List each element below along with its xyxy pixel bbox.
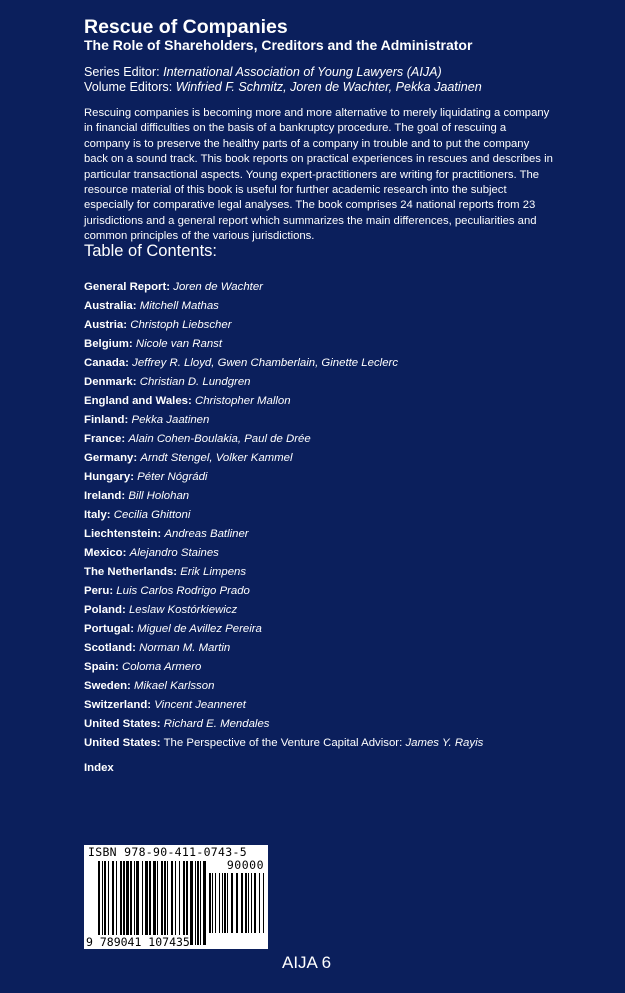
toc-authors: Richard E. Mendales	[163, 718, 270, 730]
barcode-bar	[136, 861, 139, 945]
barcode-bar	[134, 861, 135, 945]
barcode-bar	[224, 873, 226, 933]
barcode-bar	[120, 861, 122, 945]
toc-item	[84, 507, 483, 526]
toc-item	[84, 735, 483, 754]
toc-country: Portugal:	[84, 623, 134, 635]
toc-item	[84, 621, 483, 640]
toc-item	[84, 450, 483, 469]
toc-item	[84, 678, 483, 697]
barcode-bar	[149, 861, 151, 945]
volume-editors	[84, 80, 482, 94]
book-title: Rescue of Companies	[84, 16, 288, 38]
toc-country: Scotland:	[84, 642, 136, 654]
toc-authors: Christoph Liebscher	[130, 319, 232, 331]
toc-item	[84, 526, 483, 545]
toc-country: Switzerland:	[84, 699, 152, 711]
series-editor-value: International Association of Young Lawyers (AIJA)	[163, 65, 442, 79]
toc-authors: James Y. Rayis	[405, 737, 484, 749]
toc-country: Peru:	[84, 585, 114, 597]
toc-authors: Joren de Wachter	[173, 281, 263, 293]
toc-authors: Cecilia Ghittoni	[113, 509, 191, 521]
series-editor	[84, 65, 442, 79]
toc-authors: Coloma Armero	[121, 661, 202, 673]
toc-authors: Miguel de Avillez Pereira	[137, 623, 262, 635]
barcode-bar	[259, 873, 260, 933]
toc-authors: Nicole van Ranst	[135, 338, 223, 350]
barcode-bar	[183, 861, 185, 945]
toc-country: Sweden:	[84, 680, 131, 692]
toc-item	[84, 393, 483, 412]
toc-item	[84, 488, 483, 507]
barcode-bar	[251, 873, 252, 933]
isbn-barcode	[84, 845, 268, 949]
toc-item	[84, 374, 483, 393]
barcode-bar	[116, 861, 117, 945]
toc-country: Poland:	[84, 604, 126, 616]
barcode-bar	[215, 873, 216, 933]
barcode-bar	[167, 861, 168, 945]
toc-item	[84, 545, 483, 564]
toc-authors: Pekka Jaatinen	[131, 414, 210, 426]
toc-country: Italy:	[84, 509, 111, 521]
toc-country: United States:	[84, 737, 161, 749]
barcode-bar	[227, 873, 228, 933]
toc-authors: Norman M. Martin	[139, 642, 231, 654]
toc-item	[84, 564, 483, 583]
barcode-bar	[197, 861, 199, 945]
barcode-bar	[108, 861, 109, 945]
toc-authors: Erik Limpens	[180, 566, 247, 578]
barcode-bar	[190, 861, 193, 945]
toc-country: Belgium:	[84, 338, 133, 350]
barcode-bar	[186, 861, 188, 945]
toc-item	[84, 279, 483, 298]
barcode-bar	[231, 873, 233, 933]
barcode-addon: 90000	[226, 858, 264, 872]
toc-heading: Table of Contents:	[84, 242, 217, 260]
toc-item	[84, 431, 483, 450]
toc-country: Denmark:	[84, 376, 137, 388]
toc-country: Mexico:	[84, 547, 127, 559]
barcode-bar	[123, 861, 125, 945]
toc-country: France:	[84, 433, 126, 445]
barcode-bar	[245, 873, 247, 933]
toc-authors: Mitchell Mathas	[139, 300, 219, 312]
series-editor-label: Series Editor:	[84, 65, 164, 79]
toc-extra: The Perspective of the Venture Capital Advisor:	[163, 737, 406, 749]
toc-authors: Mikael Karlsson	[134, 680, 215, 692]
barcode-bar	[171, 861, 173, 945]
toc-item	[84, 659, 483, 678]
toc-item	[84, 298, 483, 317]
toc-item	[84, 697, 483, 716]
barcode-bar	[112, 861, 114, 945]
toc-item	[84, 412, 483, 431]
toc-item	[84, 602, 483, 621]
series-mark: AIJA 6	[282, 953, 332, 972]
barcode-bar	[164, 861, 166, 945]
toc-item	[84, 317, 483, 336]
toc-country: Hungary:	[84, 471, 134, 483]
toc-item	[84, 583, 483, 602]
toc-authors: Arndt Stengel, Volker Kammel	[140, 452, 293, 464]
toc-country: Australia:	[84, 300, 137, 312]
toc-country: Spain:	[84, 661, 119, 673]
barcode-bar	[145, 861, 148, 945]
barcode-bar	[195, 861, 196, 945]
toc-authors: Christian D. Lundgren	[139, 376, 251, 388]
ean-number: 9 789041 107435	[86, 935, 190, 949]
barcode-bar	[248, 873, 249, 933]
barcode-bar	[209, 873, 211, 933]
barcode-bar	[179, 861, 180, 945]
toc-country: The Netherlands:	[84, 566, 178, 578]
toc-country: General Report:	[84, 281, 171, 293]
toc-index: Index	[84, 762, 114, 774]
barcode-bar	[98, 861, 100, 945]
barcode-bar	[142, 861, 143, 945]
toc-item	[84, 469, 483, 488]
toc-authors: Luis Carlos Rodrigo Prado	[116, 585, 250, 597]
barcode-bar	[222, 873, 223, 933]
toc-authors: Alain Cohen-Boulakia, Paul de Drée	[128, 433, 311, 445]
toc-authors: Leslaw Kostórkiewicz	[128, 604, 238, 616]
toc-item	[84, 355, 483, 374]
toc-country: Canada:	[84, 357, 129, 369]
book-description: Rescuing companies is becoming more and more alternative to merely liquidating a company in financial difficulties on the basis of a bankruptcy procedure. The goal of rescuing a company is to preserve the healthy parts of a company in trouble and to put the company back on a sound track. This book reports on practical experiences in rescues and describes in particular transactional aspects. Young expert-practitioners are writing for practitioners. The resource material of this book is useful for further academic research into the subject especially for comparative legal analyses. The book comprises 24 national reports from 23 jurisdictions and a general report which summarizes the main differences, peculiarities and common principles of the various jurisdictions.	[84, 107, 553, 243]
toc-country: Germany:	[84, 452, 138, 464]
toc-authors: Vincent Jeanneret	[154, 699, 246, 711]
barcode-bar	[153, 861, 156, 945]
barcode-bar	[130, 861, 132, 945]
barcode-bar	[254, 873, 256, 933]
barcode-bar	[212, 873, 213, 933]
barcode-bar	[102, 861, 103, 945]
toc-item	[84, 336, 483, 355]
barcode-bar	[236, 873, 238, 933]
barcode-bar	[203, 861, 206, 945]
toc-item	[84, 640, 483, 659]
barcode-bar	[263, 873, 264, 933]
toc-country: Finland:	[84, 414, 129, 426]
toc-country: England and Wales:	[84, 395, 192, 407]
toc-country: United States:	[84, 718, 161, 730]
barcode-bar	[200, 861, 201, 945]
barcode-bar	[219, 873, 220, 933]
volume-editors-value: Winfried F. Schmitz, Joren de Wachter, Pekka Jaatinen	[175, 80, 482, 94]
barcode-bar	[241, 873, 243, 933]
toc-country: Liechtenstein:	[84, 528, 162, 540]
table-of-contents	[84, 279, 483, 754]
toc-authors: Péter Nógrádi	[137, 471, 208, 483]
toc-authors: Andreas Batliner	[164, 528, 249, 540]
toc-country: Ireland:	[84, 490, 126, 502]
barcode-bar	[157, 861, 158, 945]
toc-authors: Jeffrey R. Lloyd, Gwen Chamberlain, Ginette Leclerc	[132, 357, 399, 369]
barcode-bar	[175, 861, 176, 945]
volume-editors-label: Volume Editors:	[84, 80, 176, 94]
toc-item	[84, 716, 483, 735]
toc-authors: Alejandro Staines	[129, 547, 219, 559]
barcode-bar	[161, 861, 163, 945]
barcode-bar	[126, 861, 129, 945]
barcode-bar	[104, 861, 106, 945]
toc-authors: Bill Holohan	[128, 490, 190, 502]
toc-authors: Christopher Mallon	[194, 395, 291, 407]
toc-country: Austria:	[84, 319, 128, 331]
book-subtitle: The Role of Shareholders, Creditors and the Administrator	[84, 37, 473, 53]
isbn-text: ISBN 978-90-411-0743-5	[88, 845, 247, 859]
